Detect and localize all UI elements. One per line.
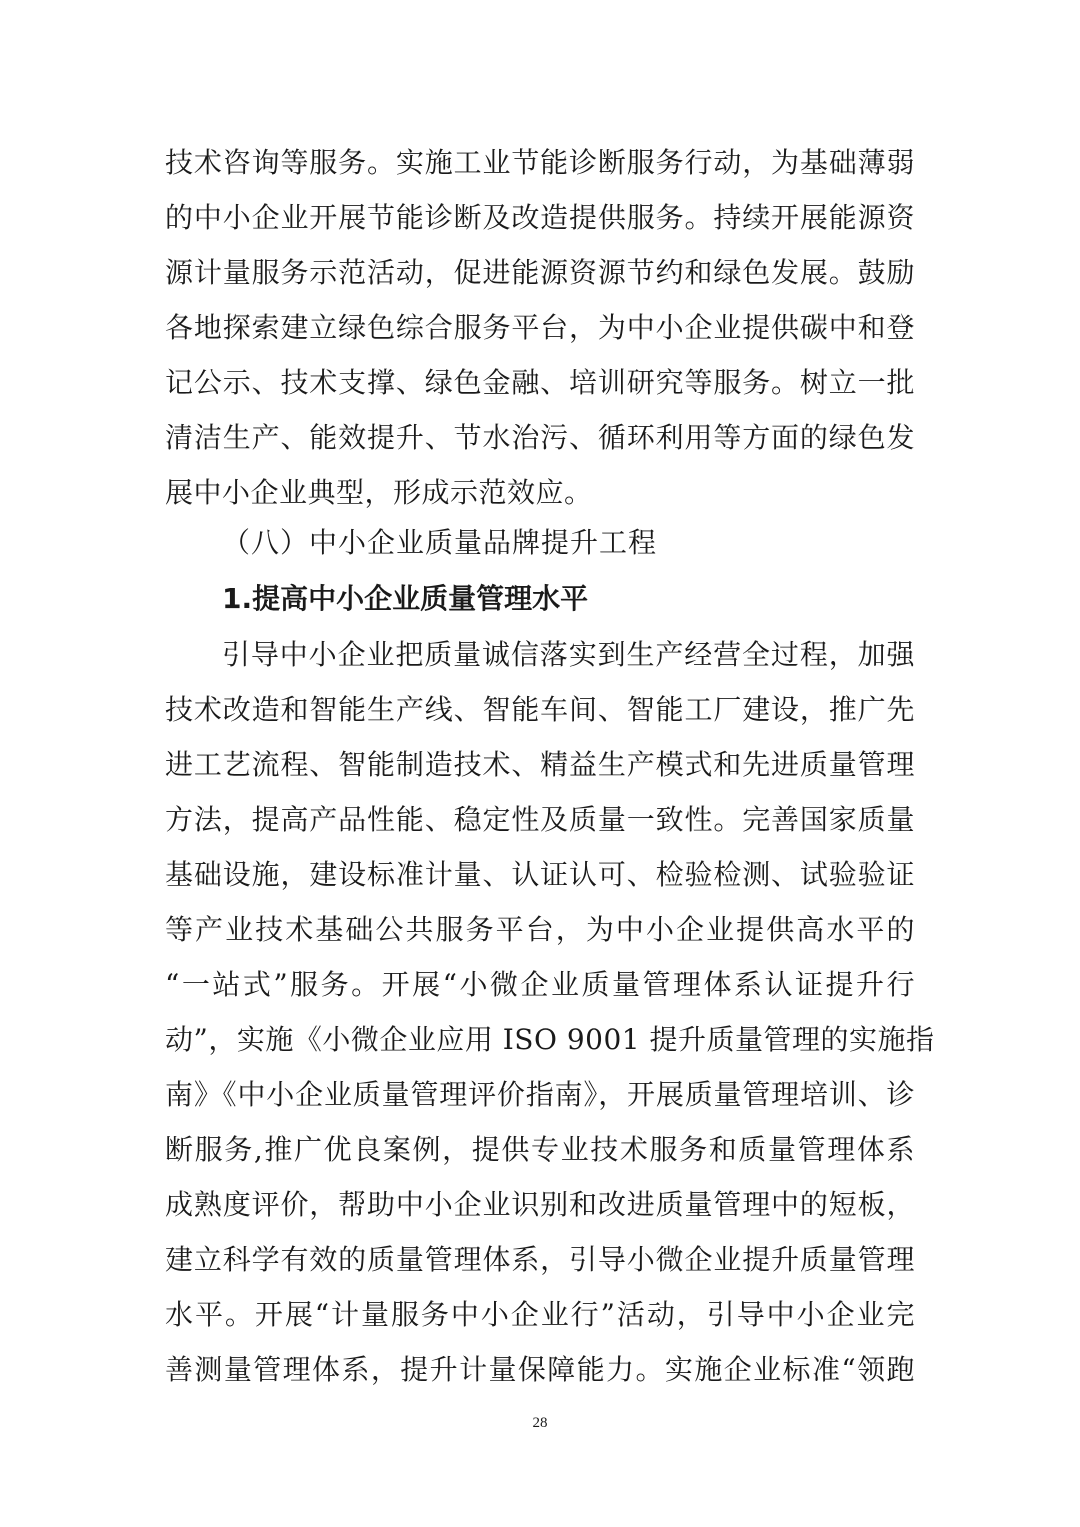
paragraph1-line-3: 源计量服务示范活动，促进能源资源节约和绿色发展。鼓励: [165, 256, 915, 289]
paragraph1-line-4: 各地探索建立绿色综合服务平台，为中小企业提供碳中和登: [165, 311, 915, 344]
paragraph1-line-5: 记公示、技术支撑、绿色金融、培训研究等服务。树立一批: [165, 366, 915, 399]
paragraph1-line-6: 清洁生产、能效提升、节水治污、循环利用等方面的绿色发: [165, 421, 915, 454]
paragraph2-line-10: 断服务,推广优良案例，提供专业技术服务和质量管理体系: [165, 1133, 915, 1166]
paragraph1-line-2: 的中小企业开展节能诊断及改造提供服务。持续开展能源资: [165, 201, 915, 234]
paragraph2-line-13: 水平。开展“计量服务中小企业行”活动，引导中小企业完: [165, 1298, 915, 1331]
paragraph2-line-11: 成熟度评价，帮助中小企业识别和改进质量管理中的短板，: [165, 1188, 915, 1221]
paragraph2-line-7: “一站式”服务。开展“小微企业质量管理体系认证提升行: [165, 968, 915, 1001]
paragraph2-line-12: 建立科学有效的质量管理体系，引导小微企业提升质量管理: [165, 1243, 915, 1276]
page-number: 28: [532, 1415, 548, 1431]
paragraph2-line-8: 动”，实施《小微企业应用 ISO 9001 提升质量管理的实施指: [165, 1023, 935, 1056]
paragraph2-line-4: 方法，提高产品性能、稳定性及质量一致性。完善国家质量: [165, 803, 915, 836]
paragraph2-line-1: 引导中小企业把质量诚信落实到生产经营全过程，加强: [222, 638, 915, 671]
paragraph1-line-1: 技术咨询等服务。实施工业节能诊断服务行动，为基础薄弱: [165, 146, 915, 179]
paragraph2-line-14: 善测量管理体系，提升计量保障能力。实施企业标准“领跑: [165, 1353, 915, 1386]
paragraph2-line-5: 基础设施，建设标准计量、认证认可、检验检测、试验验证: [165, 858, 915, 891]
paragraph2-line-3: 进工艺流程、智能制造技术、精益生产模式和先进质量管理: [165, 748, 915, 781]
paragraph2-line-6: 等产业技术基础公共服务平台，为中小企业提供高水平的: [165, 913, 915, 946]
paragraph1-line-7: 展中小企业典型，形成示范效应。: [165, 476, 593, 509]
section-heading: （八）中小企业质量品牌提升工程: [222, 526, 658, 559]
paragraph2-line-2: 技术改造和智能生产线、智能车间、智能工厂建设，推广先: [165, 693, 915, 726]
paragraph2-line-9: 南》《中小企业质量管理评价指南》，开展质量管理培训、诊: [165, 1078, 915, 1111]
subsection-heading: 1.提高中小企业质量管理水平: [222, 582, 589, 615]
